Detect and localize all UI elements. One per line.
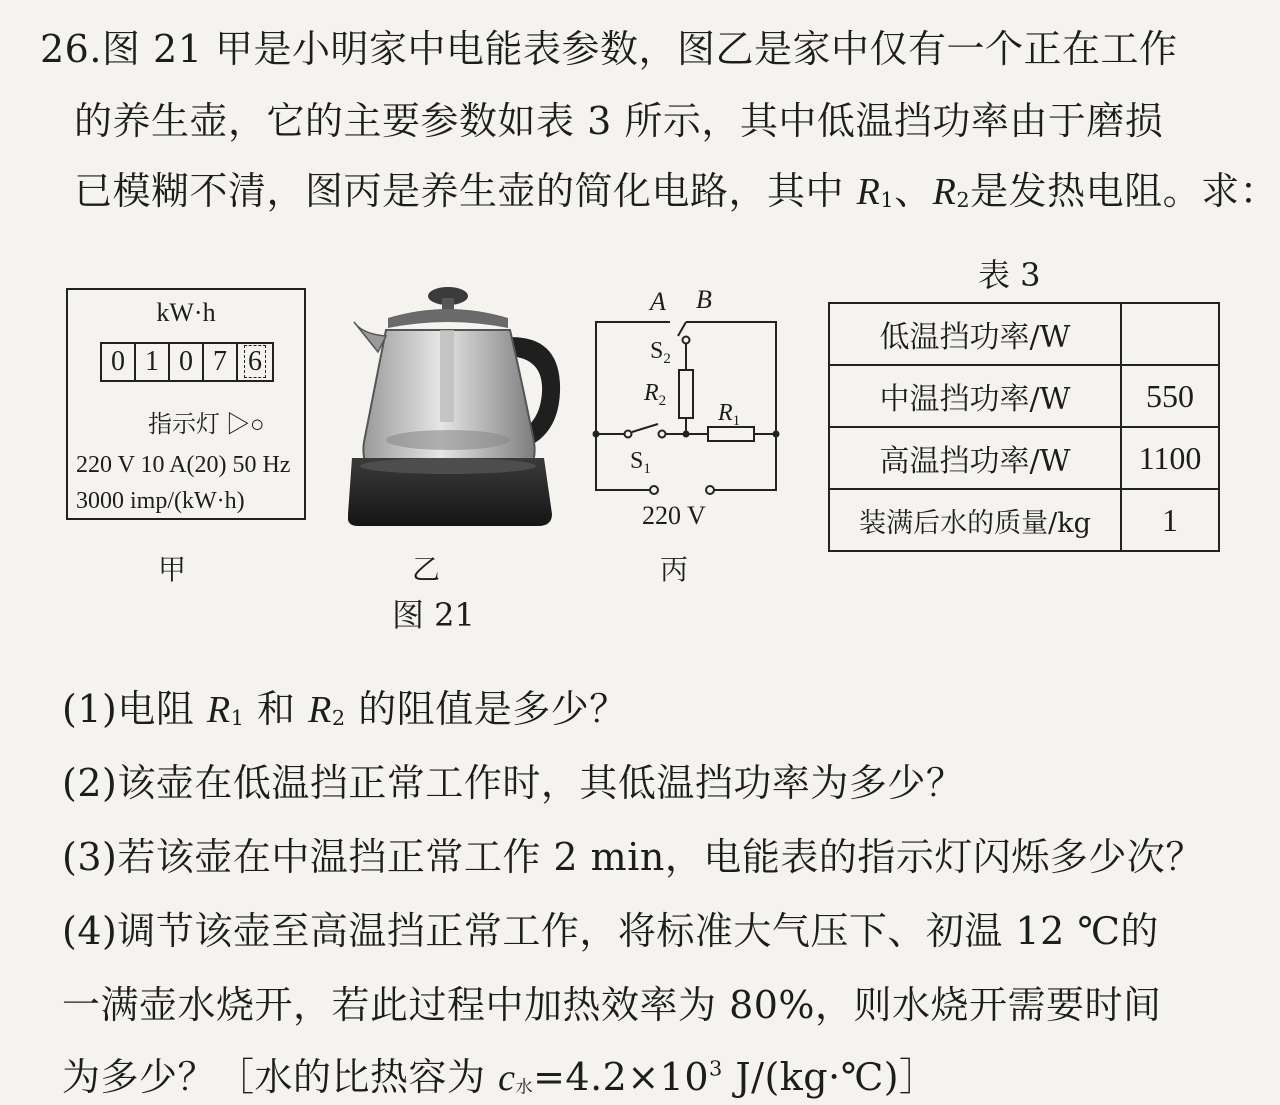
table-cell-label: 中温挡功率/W <box>829 365 1121 427</box>
electricity-meter-panel <box>66 288 306 520</box>
question-line-1: 26.图 21 甲是小明家中电能表参数，图乙是家中仅有一个正在工作 <box>40 27 1178 71</box>
switch-s2 <box>678 322 686 336</box>
meter-unit: kW·h <box>156 298 216 327</box>
subquestion-4-line-3: 为多少？［水的比热容为 $c_水=4.2\times 10^3$ J/(kg·℃)］ <box>62 1055 938 1099</box>
table-cell-value: 550 <box>1121 365 1219 427</box>
kettle-illustration <box>348 282 568 530</box>
table-cell-value: 1 <box>1121 489 1219 551</box>
table-row <box>829 303 1219 365</box>
table-cell-value <box>1121 303 1219 365</box>
table-cell-label: 装满后水的质量/kg <box>829 489 1121 551</box>
meter-rating: 220 V 10 A(20) 50 Hz <box>76 452 291 478</box>
table-row <box>829 365 1219 427</box>
circuit-diagram <box>586 282 796 542</box>
subquestion-1: (1)电阻 $R_1$ 和 $R_2$ 的阻值是多少？ <box>62 687 628 731</box>
meter-constant: 3000 imp/(kW·h) <box>76 488 245 514</box>
label-r1: $R_1$ <box>718 400 741 429</box>
kettle-lid <box>388 309 508 328</box>
meter-digit: 0 <box>170 344 204 380</box>
label-r2: $R_2$ <box>644 380 667 409</box>
question-line-3: 已模糊不清，图丙是养生壶的简化电路，其中 $R_1$、$R_2$是发热电阻。求： <box>74 169 1279 213</box>
meter-digits <box>100 342 274 382</box>
resistor-r1 <box>708 427 754 441</box>
meter-digit-decimal: 6 <box>238 344 272 380</box>
subquestion-4-line-2: 一满壶水烧开，若此过程中加热效率为 80%，则水烧开需要时间 <box>62 983 1162 1027</box>
subquestion-4-line-1: (4)调节该壶至高温挡正常工作，将标准大气压下、初温 12 ℃的 <box>62 909 1159 953</box>
params-table <box>828 302 1220 552</box>
question-number: 26. <box>40 27 102 71</box>
table-row <box>829 427 1219 489</box>
subquestion-2: (2)该壶在低温挡正常工作时，其低温挡功率为多少？ <box>62 761 965 805</box>
table-cell-label: 高温挡功率/W <box>829 427 1121 489</box>
meter-digit: 1 <box>136 344 170 380</box>
figure-title: 图 21 <box>392 596 475 634</box>
meter-indicator: 指示灯 ▷○ <box>148 412 265 438</box>
caption-yi: 乙 <box>412 553 441 586</box>
subquestion-3: (3)若该壶在中温挡正常工作 2 min，电能表的指示灯闪烁多少次？ <box>62 835 1204 879</box>
label-voltage: 220 V <box>642 501 706 530</box>
label-s1: $S_1$ <box>630 448 651 477</box>
table-title: 表 3 <box>978 256 1041 294</box>
table-row <box>829 489 1219 551</box>
caption-bing: 丙 <box>660 553 689 586</box>
terminal-left <box>650 486 658 494</box>
switch-s1 <box>632 424 658 432</box>
label-a: A <box>650 287 666 316</box>
meter-digit: 0 <box>102 344 136 380</box>
table-cell-value: 1100 <box>1121 427 1219 489</box>
resistor-r2 <box>679 370 693 418</box>
caption-jia: 甲 <box>158 553 187 586</box>
label-s2: $S_2$ <box>650 338 671 367</box>
terminal-right <box>706 486 714 494</box>
question-line-2: 的养生壶，它的主要参数如表 3 所示，其中低温挡功率由于磨损 <box>74 99 1164 143</box>
table-cell-label: 低温挡功率/W <box>829 303 1121 365</box>
label-b: B <box>696 285 712 314</box>
meter-digit: 7 <box>204 344 238 380</box>
